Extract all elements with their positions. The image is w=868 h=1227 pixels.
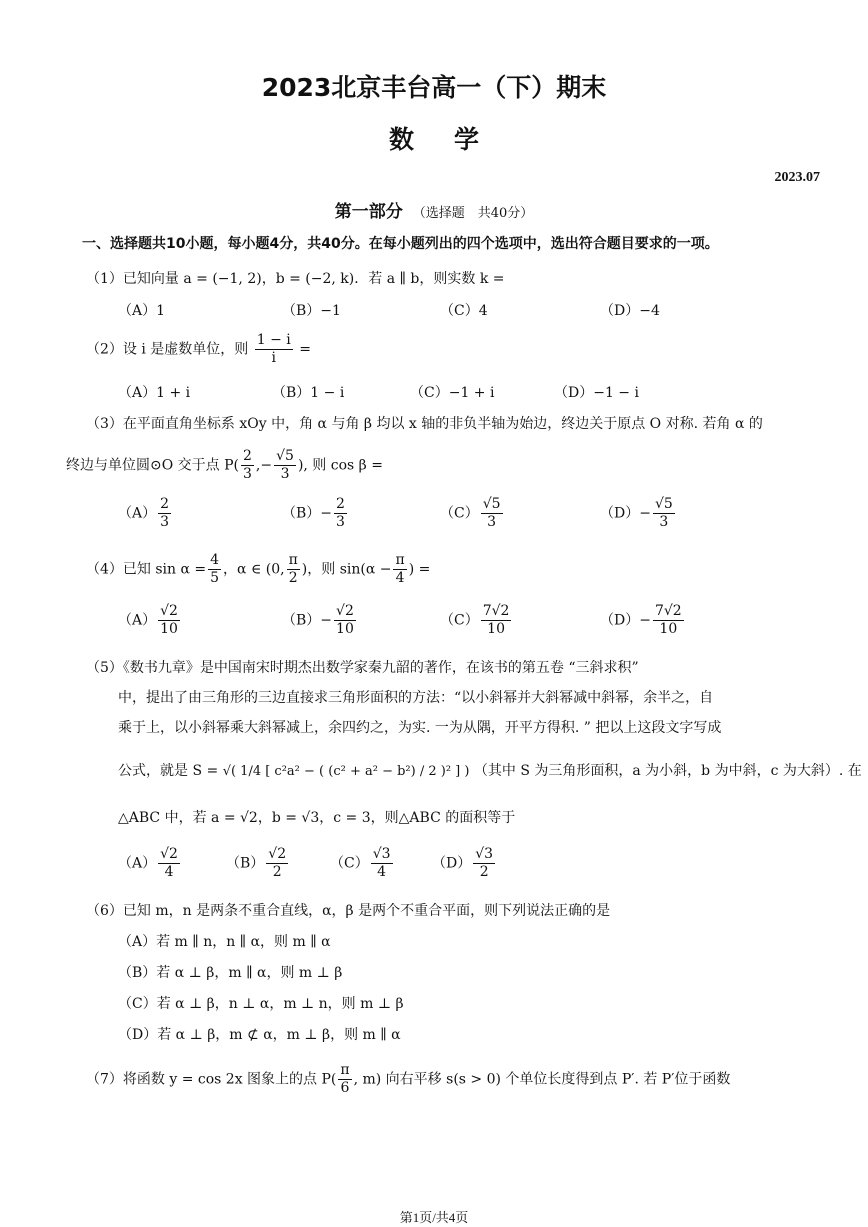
- question-5-line-2: 中，提出了由三角形的三边直接求三角形面积的方法：“以小斜幂并大斜幂减中斜幂，余半之，自: [118, 690, 714, 706]
- q3-point-x: [241, 448, 254, 483]
- q5-option-b-num: √2: [268, 846, 287, 862]
- q3-option-b-num: 2: [336, 496, 345, 512]
- q3-line-2-start: 终边与单位圆⊙O 交于点 P(: [66, 457, 239, 474]
- q4-option-a: [118, 603, 182, 638]
- q4-part-d: ) =: [408, 561, 431, 578]
- q4-option-d-sign: −: [639, 612, 651, 629]
- q5-option-d-den: 2: [479, 864, 489, 880]
- q2-suffix: =: [299, 341, 311, 358]
- question-5-line-1: （5）《数书九章》是中国南宋时期杰出数学家秦九韶的著作，在该书的第五卷 “三斜求积”: [86, 660, 639, 676]
- q3-option-c: [440, 496, 505, 531]
- question-1-stem: （1）已知向量 a = (−1, 2)，b = (−2, k)．若 a ∥ b，则实数 k =: [86, 271, 505, 287]
- q4-frac-3-num: π: [395, 552, 405, 568]
- q5-option-c-den: 4: [377, 864, 387, 880]
- q6-option-c: （C）若 α ⊥ β，n ⊥ α，m ⊥ n，则 m ⊥ β: [118, 996, 404, 1012]
- part-label: 第一部分: [334, 202, 403, 222]
- question-7-stem: [86, 1062, 730, 1097]
- q5-option-c-num: √3: [372, 846, 391, 862]
- question-5-line-3: 乘于上，以小斜幂乘大斜幂减上，余四约之，为实. 一为从隅，开平方得积. ” 把以上这段文字写成: [118, 720, 722, 736]
- q3-option-c-num: √5: [482, 496, 501, 512]
- q4-frac-2-den: 2: [288, 570, 298, 586]
- q3-option-d: [600, 496, 677, 531]
- q5-option-d: [432, 846, 497, 881]
- q4-option-d-frac: [653, 603, 684, 638]
- q4-option-c-num: 7√2: [482, 603, 510, 619]
- q4-option-a-den: 10: [160, 621, 178, 637]
- q6-option-a: （A）若 m ∥ n，n ∥ α，则 m ∥ α: [118, 934, 331, 950]
- q4-option-c: [440, 603, 513, 638]
- q3-option-a-den: 3: [160, 514, 170, 530]
- q4-option-b-label: （B）: [282, 612, 321, 629]
- q5-option-a-num: √2: [160, 846, 178, 862]
- q5-option-d-frac: [473, 846, 495, 881]
- q4-frac-1: [208, 552, 221, 587]
- q5-option-c: [330, 846, 395, 881]
- q4-option-b-frac: [334, 603, 356, 638]
- q5-option-a-den: 4: [164, 864, 174, 880]
- q3-option-b-sign: −: [320, 505, 333, 522]
- section-instructions: 一、选择题共10小题，每小题4分，共40分。在每小题列出的四个选项中，选出符合题目要求的一项。: [82, 236, 719, 252]
- q5-option-b-label: （B）: [226, 855, 265, 872]
- q3-option-b-den: 3: [336, 514, 345, 530]
- q1-option-a: （A）1: [118, 303, 166, 319]
- q2-option-c: （C）−1 + i: [410, 385, 495, 401]
- q3-option-b-frac: [334, 496, 347, 531]
- q4-frac-2-num: π: [288, 552, 298, 568]
- q3-option-b-label: （B）: [282, 505, 321, 522]
- q3-option-d-label: （D）: [600, 505, 640, 522]
- q4-part-c: )，则 sin(α −: [301, 561, 392, 578]
- q7-frac: [338, 1062, 351, 1097]
- q3-option-c-label: （C）: [440, 505, 479, 522]
- q4-option-c-den: 10: [487, 621, 505, 637]
- question-6-stem: （6）已知 m，n 是两条不重合直线，α，β 是两个不重合平面，则下列说法正确的是: [86, 903, 611, 919]
- q5-option-d-label: （D）: [432, 855, 472, 872]
- q4-frac-1-den: 5: [210, 570, 220, 586]
- q5-formula-suffix: （其中 S 为三角形面积，a 为小斜，b 为中斜，c 为大斜）. 在: [473, 763, 862, 779]
- q5-formula: √( 1/4 [ c²a² − ( (c² + a² − b²) / 2 )² ] ): [222, 764, 470, 779]
- q3-option-d-num: √5: [654, 496, 673, 512]
- question-3-line-1: （3）在平面直角坐标系 xOy 中，角 α 与角 β 均以 x 轴的非负半轴为始边，终边关于原点 O 对称. 若角 α 的: [86, 416, 763, 432]
- q2-option-b: （B）1 − i: [272, 385, 345, 401]
- q3-option-a-num: 2: [160, 496, 170, 512]
- q4-part-a: （4）已知 sin α =: [86, 561, 207, 578]
- part-note: （选择题 共40分）: [412, 206, 534, 221]
- q3-point-x-den: 3: [243, 466, 252, 482]
- q1-option-d: （D）−4: [600, 303, 660, 319]
- q2-option-a: （A）1 + i: [118, 385, 191, 401]
- q4-part-b: ，α ∈ (0,: [223, 561, 285, 578]
- q3-option-a-frac: [158, 496, 171, 531]
- part-heading: [0, 197, 868, 222]
- q5-option-a: [118, 846, 182, 881]
- q1-option-b: （B）−1: [282, 303, 341, 319]
- q5-option-c-frac: [371, 846, 393, 881]
- question-5-formula-line: [118, 760, 862, 780]
- subject-title: 数学: [388, 125, 519, 154]
- q4-frac-3-den: 4: [395, 570, 405, 586]
- q4-option-a-num: √2: [160, 603, 178, 619]
- q4-option-c-label: （C）: [440, 612, 479, 629]
- exam-title: 2023北京丰台高一（下）期末: [261, 73, 607, 102]
- q5-option-b: [226, 846, 290, 881]
- q2-prefix: （2）设 i 是虚数单位，则: [86, 341, 249, 358]
- q3-option-a-label: （A）: [118, 505, 157, 522]
- q2-denominator: i: [271, 350, 276, 366]
- question-5-line-5: △ABC 中，若 a = √2，b = √3，c = 3，则△ABC 的面积等于: [118, 810, 516, 826]
- q4-option-b: [282, 603, 358, 638]
- q7-part-a: （7）将函数 y = cos 2x 图象上的点 P(: [86, 1071, 337, 1088]
- q1-option-c: （C）4: [440, 303, 488, 319]
- q3-option-c-frac: [481, 496, 503, 531]
- q3-point-y-num: √5: [276, 448, 294, 464]
- q5-option-b-den: 2: [272, 864, 282, 880]
- question-4-stem: [86, 552, 430, 587]
- q4-option-d-den: 10: [659, 621, 678, 637]
- q3-option-c-den: 3: [487, 514, 497, 530]
- q5-option-d-num: √3: [475, 846, 494, 862]
- q6-option-b: （B）若 α ⊥ β，m ∥ α，则 m ⊥ β: [118, 965, 343, 981]
- exam-date: 2023.07: [774, 170, 820, 185]
- q2-fraction: [255, 332, 293, 367]
- q3-point-y-den: 3: [280, 466, 290, 482]
- q3-option-d-den: 3: [659, 514, 669, 530]
- q4-option-d-num: 7√2: [654, 603, 682, 619]
- question-2-stem: [86, 332, 311, 367]
- q6-option-d: （D）若 α ⊥ β，m ⊄ α，m ⊥ β，则 m ∥ α: [118, 1027, 401, 1043]
- q3-point-x-num: 2: [243, 448, 252, 464]
- q5-option-a-label: （A）: [118, 855, 157, 872]
- q7-part-b: , m) 向右平移 s(s > 0) 个单位长度得到点 P′. 若 P′位于函数: [353, 1071, 731, 1088]
- q4-option-b-num: √2: [336, 603, 354, 619]
- q7-frac-num: π: [340, 1062, 350, 1078]
- q4-option-a-frac: [158, 603, 180, 638]
- q3-line-2-end: ), 则 cos β =: [297, 457, 383, 474]
- q4-frac-1-num: 4: [210, 552, 220, 568]
- q7-frac-den: 6: [340, 1080, 350, 1096]
- q4-frac-3: [393, 552, 406, 587]
- q5-option-c-label: （C）: [330, 855, 369, 872]
- q3-option-d-sign: −: [639, 505, 651, 522]
- q3-point-y: [274, 448, 296, 483]
- q4-frac-2: [287, 552, 300, 587]
- page-footer: 第1页/共4页: [399, 1210, 469, 1225]
- q5-formula-prefix: 公式，就是 S =: [118, 763, 219, 779]
- q5-option-a-frac: [158, 846, 180, 881]
- q3-option-a: [118, 496, 173, 531]
- q4-option-b-sign: −: [320, 612, 333, 629]
- q4-option-c-frac: [481, 603, 512, 638]
- q4-option-b-den: 10: [336, 621, 354, 637]
- q3-option-b: [282, 496, 349, 531]
- q5-option-b-frac: [266, 846, 288, 881]
- q2-option-d: （D）−1 − i: [554, 385, 639, 401]
- q4-option-d-label: （D）: [600, 612, 640, 629]
- q4-option-d: [600, 603, 686, 638]
- q3-option-d-frac: [653, 496, 675, 531]
- q2-numerator: 1 − i: [256, 332, 291, 348]
- q4-option-a-label: （A）: [118, 612, 157, 629]
- question-3-line-2: 终边与单位圆⊙O 交于点 P( $\frac{2}{3}$ ,− $\frac{√5}{3}$ ), 则 cos β =: [66, 448, 383, 482]
